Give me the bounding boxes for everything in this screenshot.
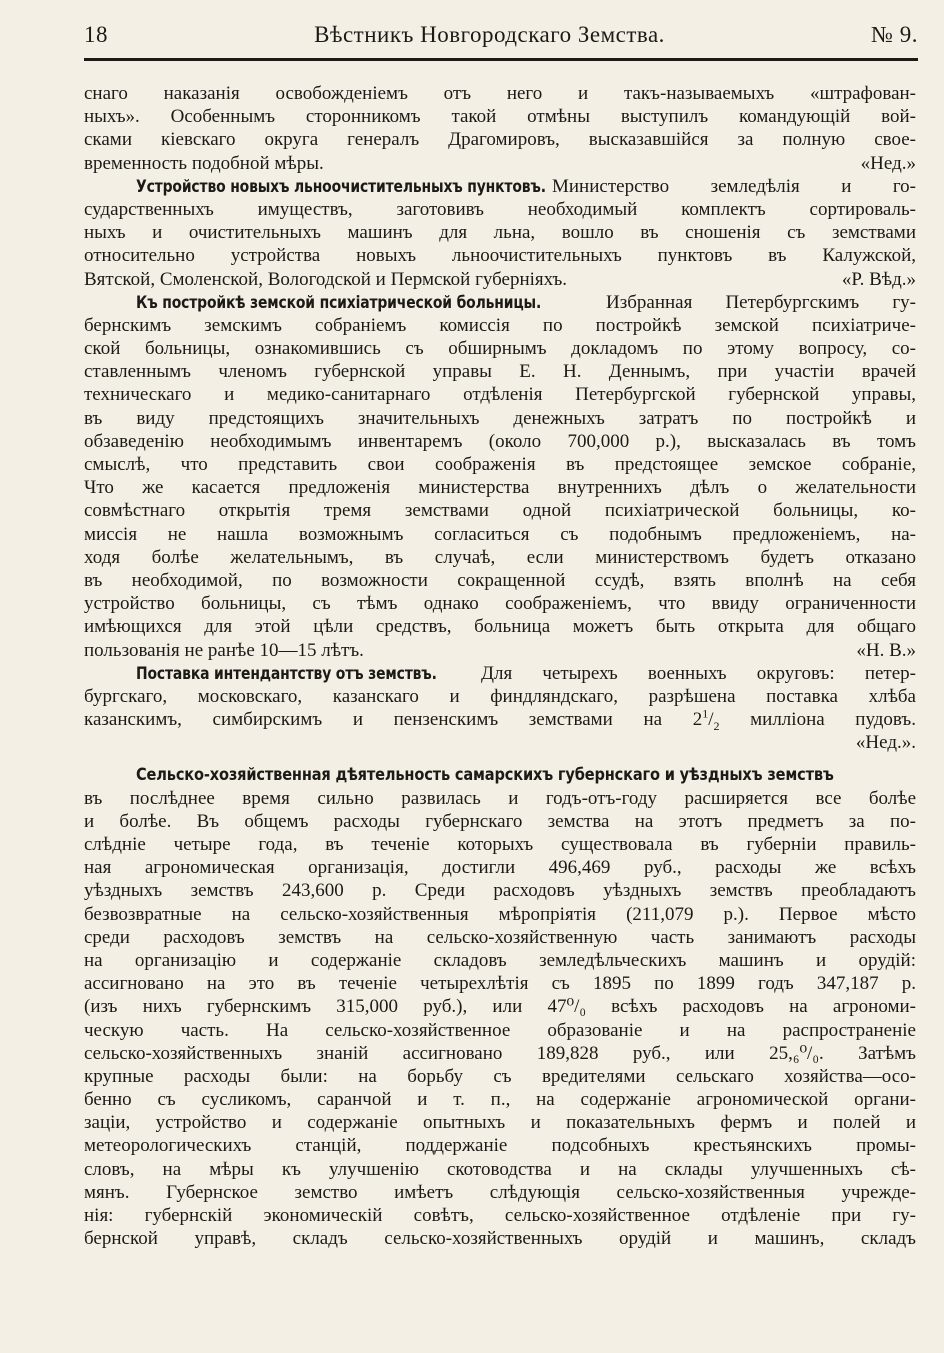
line-text: Вятской, Смоленской, Вологодской и Пермской губерніяхъ. — [84, 268, 568, 290]
article-heading: Поставка интендантству отъ земствъ. — [136, 663, 437, 684]
running-header — [84, 22, 918, 58]
line-text: Министерство земледѣлія и го- — [552, 175, 916, 197]
text-line: бернской управѣ, складъ сельско-хозяйственныхъ орудій и машинъ, складъ — [84, 1228, 916, 1250]
fraction-slash: / — [708, 709, 714, 731]
text-line: ныхъ и очистительныхъ машинъ для льна, вошло въ сношенія съ земствами — [84, 222, 916, 244]
text-line: бернскимъ земскимъ собраніемъ комиссія по постройкѣ земской психіатриче- — [84, 314, 916, 336]
line-text: милліона пудовъ. — [719, 709, 916, 731]
source-citation: «Н. В.» — [856, 639, 916, 661]
text-line: сельско-хозяйственныхъ знаній ассигновано 189,828 руб., или 25,₆⁰/₀. Затѣмъ — [84, 1042, 916, 1064]
heading-line — [84, 175, 916, 198]
line-text: временность подобной мѣры. — [84, 152, 324, 174]
text-line: бенно съ сусликомъ, саранчой и т. п., на содержаніе агрономической органи- — [84, 1089, 916, 1111]
source-citation: «Нед.». — [855, 732, 916, 754]
text-line: бургскаго, московскаго, казанскаго и финдляндскаго, разрѣшена поставка хлѣба — [84, 685, 916, 707]
heading-line — [84, 763, 916, 786]
header-rule — [84, 58, 918, 61]
text-line: въ необходимой, по возможности сокращенной ссудѣ, взять вполнѣ на себя — [84, 569, 916, 591]
text-line: среди расходовъ земствъ на сельско-хозяйственную часть занимаютъ расходы — [84, 926, 916, 948]
source-citation: «Нед.» — [860, 152, 916, 174]
text-line: устройство больницы, съ тѣмъ однако соображеніемъ, что ввиду ограниченности — [84, 593, 916, 615]
text-line — [84, 639, 916, 662]
text-line: Что же касается предложенія министерства внутреннихъ дѣлъ о желательности — [84, 477, 916, 499]
text-line: на организацію и содержаніе складовъ земледѣльческихъ машинъ и орудій: — [84, 949, 916, 971]
text-line: техническаго и медико-санитарнаго отдѣленія Петербургской губернской управы, — [84, 384, 916, 406]
line-text: Избранная Петербургскимъ гу- — [606, 291, 916, 313]
text-line: ческую часть. На сельско-хозяйственное образованіе и на распространеніе — [84, 1019, 916, 1041]
article-samara-agriculture — [84, 763, 916, 1250]
spacer — [84, 754, 916, 763]
text-line: метеорологическихъ станцій, поддержаніе подсобныхъ крестьянскихъ промы- — [84, 1135, 916, 1157]
article-conscripts — [84, 82, 916, 175]
text-line: слѣдніе четыре года, въ теченіе которыхъ существовала въ губерніи правиль- — [84, 834, 916, 855]
article-flax-stations — [84, 175, 916, 291]
body-text — [84, 82, 916, 1250]
source-citation: «Р. Вѣд.» — [841, 268, 916, 290]
journal-title: Вѣстникъ Новгородскаго Земства. — [314, 22, 665, 47]
article-army-supply — [84, 662, 916, 755]
text-line: ная агрономическая организація, достигли 496,469 руб., расходы же всѣхъ — [84, 857, 916, 879]
text-line: въ виду предстоящихъ значительныхъ денежныхъ затратъ по постройкѣ и — [84, 407, 916, 429]
text-line: миссія не нашла возможнымъ согласиться съ подобнымъ предложеніемъ, на- — [84, 523, 916, 545]
text-line: уѣздныхъ земствъ 243,600 р. Среди расходовъ уѣздныхъ земствъ преобладаютъ — [84, 880, 916, 902]
text-line — [84, 731, 916, 754]
text-line: заціи, устройство и содержаніе опытныхъ и показательныхъ фермъ и полей и — [84, 1112, 916, 1134]
text-line: смыслѣ, что представить свои соображенія въ предстоящее земское собраніе, — [84, 454, 916, 475]
text-line: ассигновано на это въ теченіе четырехлѣтія съ 1895 по 1899 годъ 347,187 р. — [84, 973, 916, 995]
article-heading: Сельско-хозяйственная дѣятельность самарскихъ губернскаго и уѣздныхъ земствъ — [136, 765, 834, 786]
text-line: (изъ нихъ губернскимъ 315,000 руб.), или 47⁰/₀ всѣхъ расходовъ на агрономи- — [84, 996, 916, 1018]
text-line: въ послѣднее время сильно развилась и годъ-отъ-году расширяется все болѣе — [84, 787, 916, 809]
text-line: безвозвратные на сельско-хозяйственныя мѣропріятія (211,079 р.). Первое мѣсто — [84, 903, 916, 925]
line-text: пользованія не ранѣе 10—15 лѣтъ. — [84, 639, 364, 661]
text-line: мянъ. Губернское земство имѣетъ слѣдующія сельско-хозяйственныя учрежде- — [84, 1181, 916, 1203]
line-text: казанскимъ, симбирскимъ и пензенскимъ земствами на 2 — [84, 709, 703, 731]
line-text: Для четырехъ военныхъ округовъ: петер- — [481, 662, 916, 684]
heading-line — [84, 291, 916, 314]
text-line: относительно устройства новыхъ льноочистительныхъ пунктовъ въ Калужской, — [84, 245, 916, 267]
text-line: ставленнымъ членомъ губернской управы Е. Н. Деннымъ, при участіи врачей — [84, 361, 916, 383]
text-line: совмѣстнаго открытія тремя земствами одной психіатрической больницы, ко- — [84, 500, 916, 522]
text-line: имѣющихся для этой цѣли средствъ, больница можетъ быть открыта для общаго — [84, 616, 916, 638]
heading-line — [84, 662, 916, 685]
text-line: крупные расходы были: на борьбу съ вредителями сельскаго хозяйства—осо- — [84, 1065, 916, 1087]
text-line: обзаведенію необходимымъ инвентаремъ (около 700,000 р.), высказалась въ томъ — [84, 430, 916, 452]
text-line: нія: губернскій экономическій совѣтъ, сельско-хозяйственное отдѣленіе при гу- — [84, 1205, 916, 1226]
text-line: ныхъ». Особеннымъ сторонникомъ такой отмѣны выступилъ командующій вой- — [84, 106, 916, 128]
text-line: ходя болѣе желательнымъ, въ случаѣ, если министерствомъ будетъ отказано — [84, 546, 916, 568]
text-line — [84, 152, 916, 175]
text-line: сками кіевскаго округа генералъ Драгомировъ, высказавшійся за полную свое- — [84, 129, 916, 151]
article-heading: Къ постройкѣ земской психіатрической больницы. — [136, 292, 542, 313]
issue-number: № 9. — [871, 22, 918, 47]
text-line — [84, 268, 916, 291]
page-number: 18 — [84, 22, 108, 47]
text-line: словъ, на мѣры къ улучшенію скотоводства и на склады улучшенныхъ сѣ- — [84, 1158, 916, 1180]
text-line: и болѣе. Въ общемъ расходы губернскаго земства на этотъ предметъ за по- — [84, 810, 916, 832]
article-psychiatric-hospital — [84, 291, 916, 662]
fraction-numerator: 1 — [702, 708, 709, 721]
text-line — [84, 708, 916, 731]
fraction-denominator: 2 — [713, 718, 720, 732]
text-line: сударственныхъ имуществъ, заготовивъ необходимый комплектъ сортироваль- — [84, 198, 916, 220]
text-line: снаго наказанія освобожденіемъ отъ него и такъ-называемыхъ «штрафован- — [84, 83, 916, 104]
article-heading: Устройство новыхъ льноочистительныхъ пунктовъ. — [136, 176, 546, 197]
text-line: ской больницы, ознакомившись съ обширнымъ докладомъ по этому вопросу, со- — [84, 338, 916, 360]
